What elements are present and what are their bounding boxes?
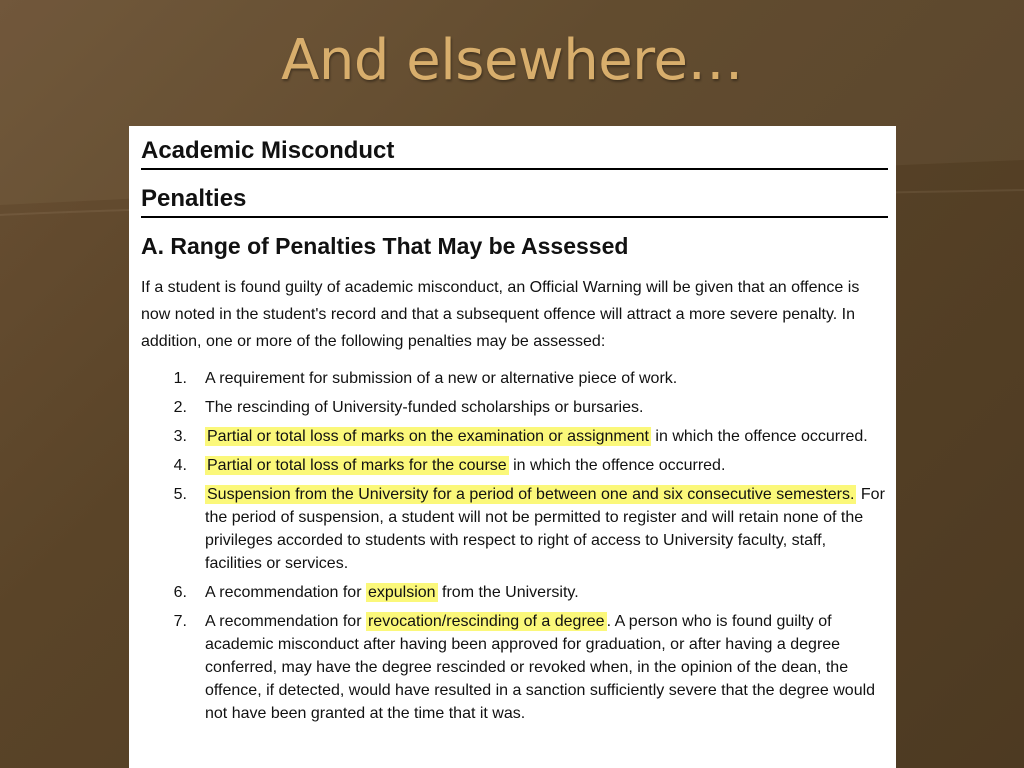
item-text xyxy=(205,396,888,419)
item-number: 1. xyxy=(173,370,187,387)
item-body: in which the offence occurred. xyxy=(508,457,726,474)
document-heading: Academic Misconduct xyxy=(141,136,888,170)
item-body: from the University. xyxy=(437,584,579,601)
item-number: 5. xyxy=(173,486,187,503)
document-screenshot xyxy=(129,126,896,768)
highlighted-text: Suspension from the University for a period of between one and six consecutive semesters. xyxy=(207,486,855,503)
penalties-list xyxy=(141,367,888,725)
item-prefix: A recommendation for xyxy=(205,584,366,601)
list-item xyxy=(141,454,888,477)
item-text xyxy=(205,610,888,725)
highlighted-text: revocation/rescinding of a degree xyxy=(367,613,605,630)
slide-title: And elsewhere… xyxy=(281,28,743,93)
highlighted-text: Partial or total loss of marks for the course xyxy=(207,457,507,474)
highlighted-text: expulsion xyxy=(367,584,436,601)
list-item xyxy=(141,483,888,575)
item-text xyxy=(205,425,888,448)
item-text xyxy=(205,581,888,604)
item-body: . A person who is found guilty of academic misconduct after having been approved for graduation, or after having a degree conferred, may have the degree rescinded or revoked when, in the opinion of the dean, the offence, if detected, would have resulted in a sanction sufficiently severe that the degree would not have been granted at the time that it was. xyxy=(205,613,876,722)
item-number: 4. xyxy=(173,457,187,474)
item-body: A requirement for submission of a new or alternative piece of work. xyxy=(205,370,678,387)
item-number: 3. xyxy=(173,428,187,445)
item-body: in which the offence occurred. xyxy=(650,428,868,445)
item-prefix: A recommendation for xyxy=(205,613,366,630)
item-body: For the period of suspension, a student will not be permitted to register and will retain none of the privileges accorded to students with respect to right of access to University faculty, staff, facilities or services. xyxy=(205,486,885,572)
item-number: 2. xyxy=(173,399,187,416)
list-item xyxy=(141,396,888,419)
list-item xyxy=(141,610,888,725)
intro-paragraph: If a student is found guilty of academic misconduct, an Official Warning will be given that an offence is now noted in the student's record and that a subsequent offence will attract a more severe penalty. In addition, one or more of the following penalties may be assessed: xyxy=(141,279,860,350)
list-item xyxy=(141,581,888,604)
item-text xyxy=(205,483,888,575)
list-item xyxy=(141,425,888,448)
document-subheading: Penalties xyxy=(141,184,888,218)
section-title: A. Range of Penalties That May be Assessed xyxy=(141,233,629,259)
item-text xyxy=(205,454,888,477)
list-item xyxy=(141,367,888,390)
highlighted-text: Partial or total loss of marks on the examination or assignment xyxy=(207,428,649,445)
item-number: 6. xyxy=(173,584,187,601)
item-text xyxy=(205,367,888,390)
item-body: The rescinding of University-funded scholarships or bursaries. xyxy=(205,399,644,416)
item-number: 7. xyxy=(173,613,187,630)
